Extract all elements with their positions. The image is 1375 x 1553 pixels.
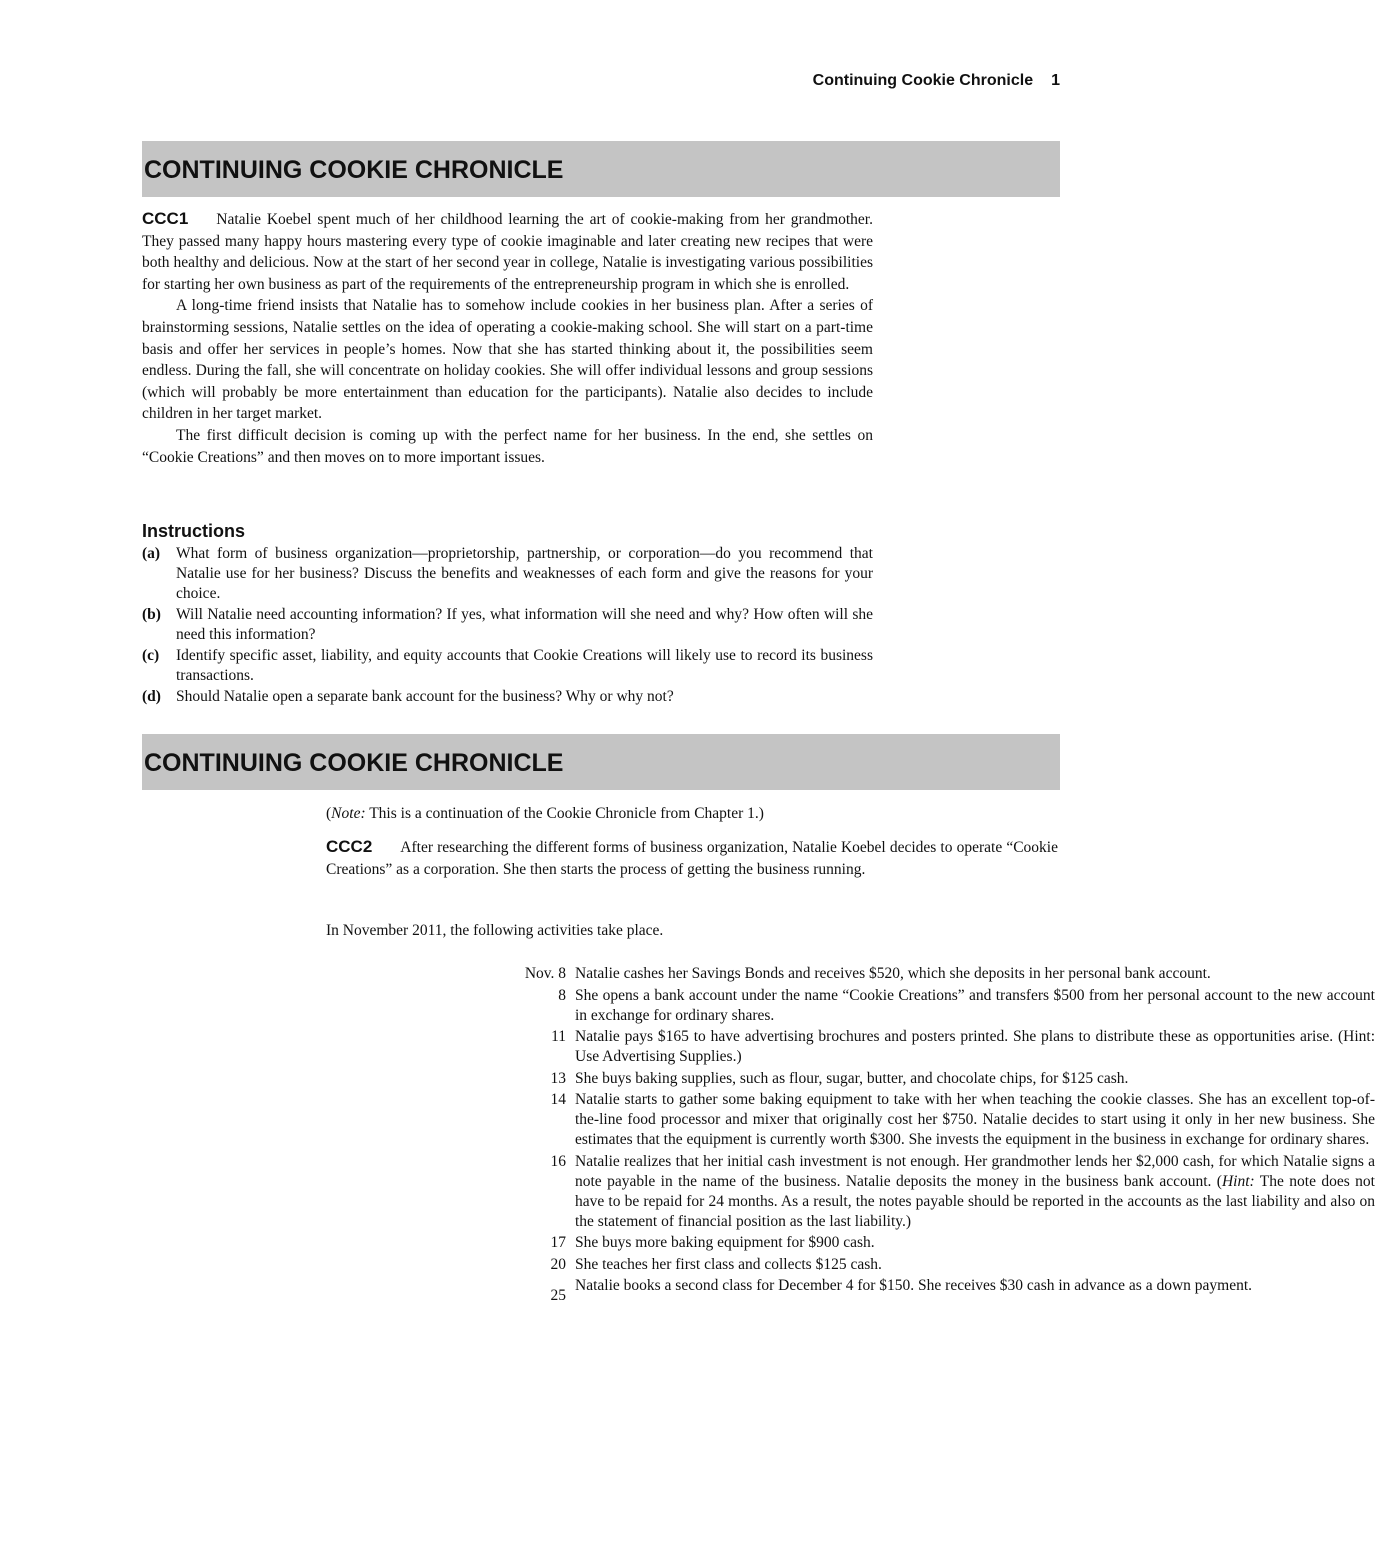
transaction-date: 14 <box>550 1091 566 1108</box>
instruction-label: (c) <box>142 647 160 664</box>
section-banner-2: CONTINUING COOKIE CHRONICLE <box>142 734 1060 790</box>
instruction-text: Should Natalie open a separate bank account for the business? Why or why not? <box>176 688 674 705</box>
transaction-row <box>500 1069 1200 1089</box>
transaction-row <box>500 1027 1375 1067</box>
transaction-text: Natalie cashes her Savings Bonds and receives $520, which she deposits in her personal bank account. <box>575 965 1211 982</box>
transaction-row <box>500 1152 1375 1232</box>
transaction-text: She buys more baking equipment for $900 cash. <box>575 1234 875 1251</box>
transaction-text: She opens a bank account under the name “Cookie Creations” and transfers $500 from her personal account to the new account in exchange for ordinary shares. <box>575 986 1375 1024</box>
instruction-text: Will Natalie need accounting information? If yes, what information will she need and why? How often will she need this information? <box>176 606 873 643</box>
instruction-item <box>142 687 873 707</box>
transaction-row <box>500 1276 1253 1306</box>
instruction-text: Identify specific asset, liability, and equity accounts that Cookie Creations will likely use to record its business transactions. <box>176 647 873 684</box>
problem-code: CCC2 <box>326 837 373 856</box>
transaction-date: 11 <box>551 1028 566 1045</box>
instruction-label: (a) <box>142 545 161 562</box>
instruction-item <box>142 544 873 604</box>
ccc2-paragraph: CCC2 After researching the different forms of business organization, Natalie Koebel decides to operate “Cookie Creations” as a corporation. She then starts the process of getting the business running. <box>326 837 1058 878</box>
running-title: Continuing Cookie Chronicle <box>812 72 1034 89</box>
page-number: 1 <box>1051 72 1060 89</box>
transaction-text: She teaches her first class and collects $125 cash. <box>575 1255 882 1273</box>
transaction-date: 13 <box>550 1069 566 1087</box>
transaction-date: 17 <box>550 1234 566 1251</box>
problem-code: CCC1 <box>142 209 189 228</box>
instruction-item <box>142 646 873 686</box>
transaction-text: Natalie starts to gather some baking equipment to take with her when teaching the cookie classes. She has an excellent top-of-the-line food processor and mixer that originally cost her $750. Natalie decides to start using it only in her new business. She estimates that the equipment is currently worth $300. She invests the equipment in the business in exchange for ordinary shares. <box>575 1091 1375 1148</box>
chapter-note: (Note: This is a continuation of the Cookie Chronicle from Chapter 1.) <box>326 805 764 822</box>
transaction-date: 25 <box>550 1287 566 1304</box>
section-banner-1: CONTINUING COOKIE CHRONICLE <box>142 141 1060 197</box>
instruction-label: (d) <box>142 688 161 705</box>
transaction-row <box>500 964 1211 984</box>
instructions-list <box>142 544 873 708</box>
instructions-heading: Instructions <box>142 521 246 541</box>
ccc1-body <box>142 208 873 468</box>
transaction-date: 16 <box>550 1152 566 1170</box>
transactions-list <box>500 964 1375 1308</box>
transaction-text: She buys baking supplies, such as flour, sugar, butter, and chocolate chips, for $125 cash. <box>575 1069 1129 1087</box>
ccc1-paragraph-2: A long-time friend insists that Natalie has to somehow include cookies in her business plan. After a series of brainstorming sessions, Natalie settles on the idea of operating a cookie-making school. She will start on a part-time basis and offer her services in people’s homes. Now that she has started thinking about it, the possibilities seem endless. During the fall, she will concentrate on holiday cookies. She will offer individual lessons and group sessions (which will probably be more entertainment than education for the participants). Natalie also decides to include children in her target market. <box>142 297 873 423</box>
activities-intro: In November 2011, the following activities take place. <box>326 922 664 939</box>
transaction-row <box>500 986 1375 1026</box>
transaction-row <box>500 1255 1200 1275</box>
note-label: Note: <box>331 805 366 822</box>
transaction-date: Nov. 8 <box>524 965 566 982</box>
transaction-text: Natalie books a second class for December 4 for $150. She receives $30 cash in advance as a down payment. <box>575 1277 1253 1294</box>
instruction-text: What form of business organization—proprietorship, partnership, or corporation—do you recommend that Natalie use for her business? Discuss the benefits and weaknesses of each form and give the reasons for your choice. <box>176 545 873 602</box>
ccc2-body <box>326 836 1058 880</box>
instruction-label: (b) <box>142 606 161 623</box>
ccc1-paragraph-1: CCC1 Natalie Koebel spent much of her childhood learning the art of cookie-making from her grandmother. They passed many happy hours mastering every type of cookie imaginable and later creating new recipes that were both healthy and delicious. Now at the start of her second year in college, Natalie is investigating various possibilities for starting her own business as part of the requirements of the entrepreneurship program in which she is enrolled. <box>142 209 873 293</box>
transaction-text: Natalie realizes that her initial cash investment is not enough. Her grandmother lends her $2,000 cash, for which Natalie signs a note payable in the name of the business. Natalie deposits the money in the business bank account. (Hint: The note does not have to be repaid for 24 months. As a result, the notes payable should be reported in the accounts as the last liability and also on the statement of financial position as the last liability.) <box>575 1152 1375 1230</box>
transaction-row <box>500 1233 1200 1253</box>
transaction-date: 20 <box>550 1255 566 1273</box>
transaction-date: 8 <box>558 986 566 1004</box>
hint-label: Hint: <box>1221 1172 1255 1190</box>
instruction-item <box>142 605 873 645</box>
transaction-row <box>500 1090 1375 1150</box>
transaction-text: Natalie pays $165 to have advertising brochures and posters printed. She plans to distribute these as opportunities arise. (Hint: Use Advertising Supplies.) <box>575 1028 1375 1065</box>
ccc1-paragraph-3: The first difficult decision is coming up with the perfect name for her business. In the end, she settles on “Cookie Creations” and then moves on to more important issues. <box>142 426 873 466</box>
running-header <box>780 72 1060 90</box>
